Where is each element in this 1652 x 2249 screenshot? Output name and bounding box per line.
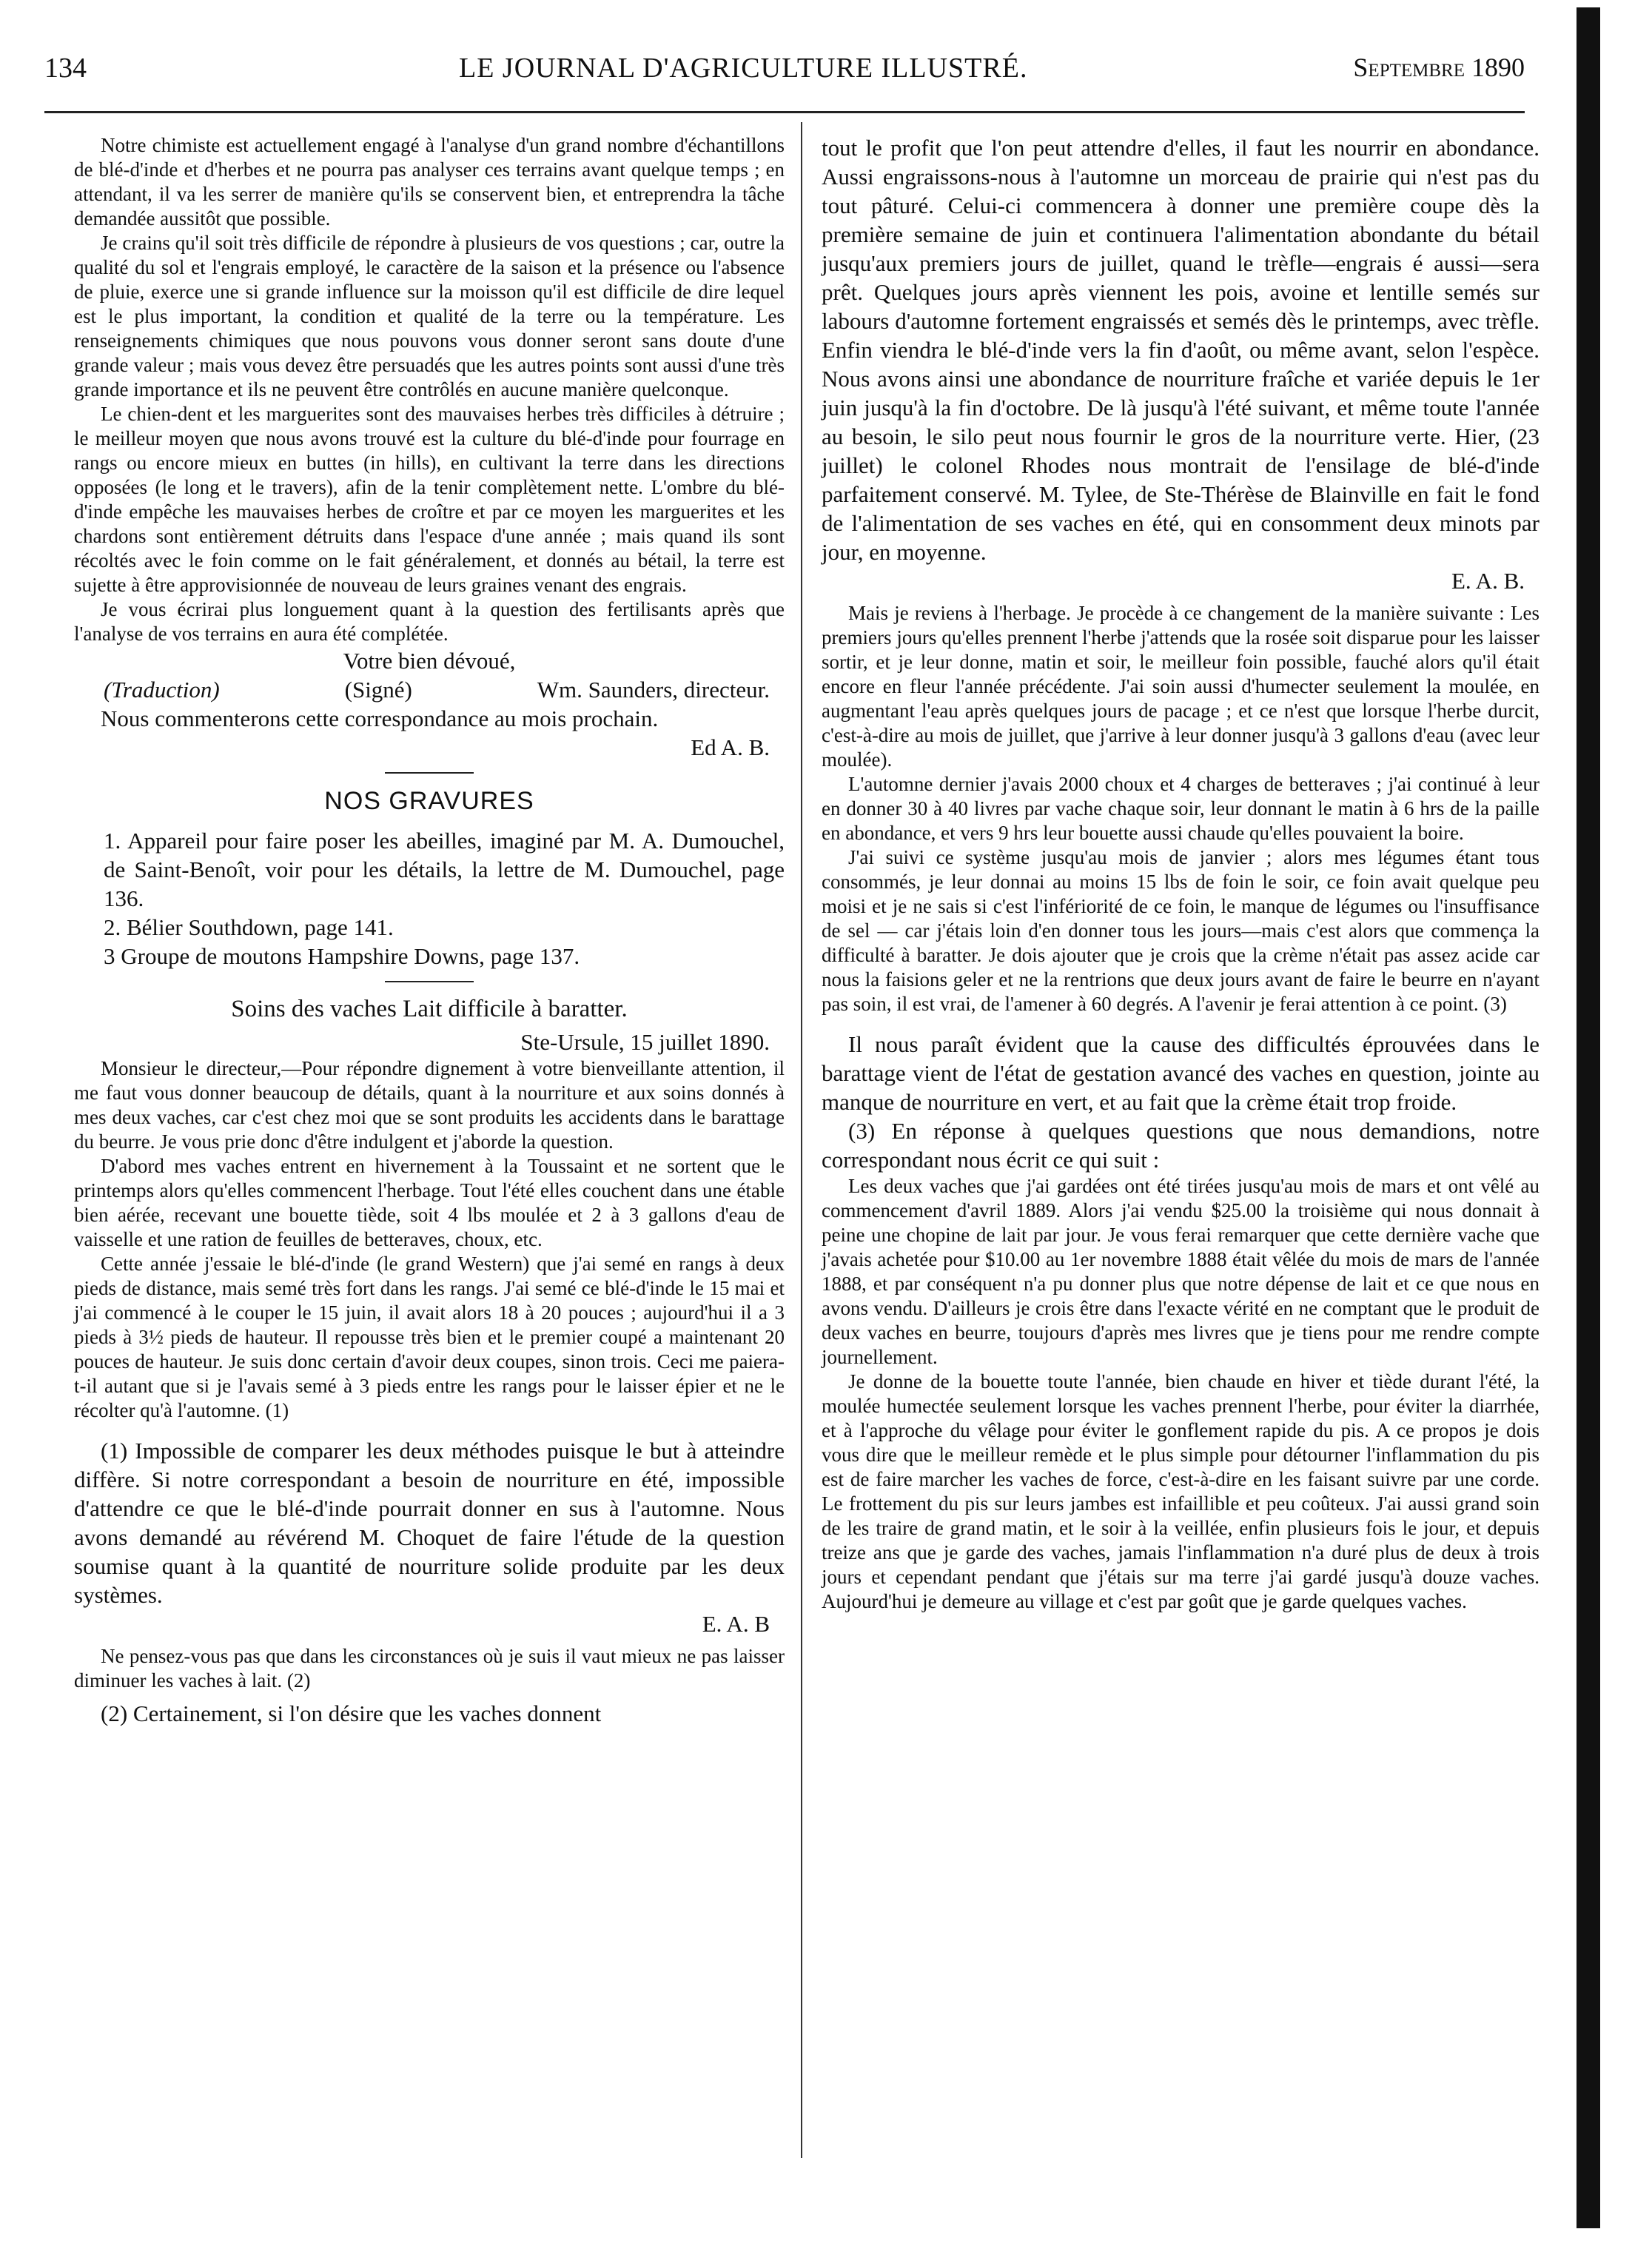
paragraph: J'ai suivi ce système jusqu'au mois de janvier ; alors mes légumes étant tous consommés, je leur donnai au moins 15 lbs de foin le soir, ce foin avait quelque peu moisi et je ne sais si c'est l'infériorité de ce foin, le manque de légumes ou l'insuffisance de sel — car j'étais loin d'en donner tous les jours—mais c'est alors que commença la difficulté à baratter. Je dois ajouter que je crois que la crème n'était pas assez acide car nous la faisions geler et ne la rentrions que deux jours avant de faire le beurre en n'ayant pas soin, il est vrai, de l'amener à 60 degrés. A l'avenir je ferai attention à ce point. (3) <box>822 846 1539 1015</box>
list-item: 3 Groupe de moutons Hampshire Downs, page 137. <box>104 943 580 969</box>
signature-line <box>74 675 785 704</box>
paragraph: D'abord mes vaches entrent en hivernement à la Toussaint et ne sortent que le printemps alors qu'elles commencent l'herbage. Tout l'été elles couchent dans une étable bien aérée, recevant une bouette tiède, soit 4 lbs moulée et 2 à 3 gallons d'eau de vaisselle et une ration de feuilles de betteraves, choux, etc. <box>74 1155 785 1250</box>
paragraph: Les deux vaches que j'ai gardées ont été tirées jusqu'au mois de mars et ont vêlé au commencement d'avril 1889. Alors j'ai vendu $25.00 la troisième qui nous donnait à peine une chopine de lait par jour. Je vous ferai remarquer que cette dernière vache que j'avais achetée pour $10.00 au 1er novembre 1888 était vêlée du mois de mars de l'année 1888, et par conséquent n'a pu donner plus que notre dépense de lait et ce que nous en avons vendu. D'ailleurs je crois être dans l'exacte vérité en ne comptant que le produit de deux vaches en beurre, toujours d'après mes livres que je tiens pour me rendre compte journellement. <box>822 1175 1539 1368</box>
paragraph: Monsieur le directeur,—Pour répondre dignement à votre bienveillante attention, il me faut vous donner beaucoup de détails, quant à la nourriture et aux soins donnés à mes deux vaches, car c'est chez moi que se sont produits les accidents dans le barattage du beurre. Je vous prie donc d'être indulgent et j'aborde la question. <box>74 1057 785 1153</box>
page-header <box>44 52 1525 96</box>
scan-edge-bar <box>1577 7 1600 2228</box>
footnote: (2) Certainement, si l'on désire que les vaches donnent <box>101 1700 602 1726</box>
paragraph: Je donne de la bouette toute l'année, bien chaude en hiver et tiède durant l'été, la moulée humectée seulement lorsque les vaches prennent l'herbe, pour éviter la diarrhée, et à l'approche du vêlage pour éviter le gonflement rapide du pis. A ce propos je dois vous dire que le meilleur remède et le plus simple pour détourner l'inflammation du pis est de faire marcher les vaches de force, c'est-à-dire en les faisant suivre par une corde. Le frottement du pis sur leurs jambes est infaillible et peu coûteux. J'ai aussi grand soin de les traire de grand matin, et le soir à la veillée, enfin plusieurs fois le jour, et depuis treize ans que je garde des vaches, jamais l'inflammation n'a duré plus de deux à trois jours et cependant pendant que j'étais sur ma terre j'ai gardé jusqu'à douze vaches. Aujourd'hui je demeure au village et c'est par goût que je garde quelques vaches. <box>822 1370 1539 1612</box>
paragraph: Notre chimiste est actuellement engagé à l'analyse d'un grand nombre d'échantillons de blé-d'inde et d'herbes et ne pourra pas analyser ces terrains avant quelque temps ; en attendant, il va les serrer de manière qu'ils se conservent bien, et entreprendra la tâche demandée aussitôt que possible. <box>74 134 785 229</box>
footnote-signature: E. A. B. <box>1451 568 1525 594</box>
footnote-continuation: tout le profit que l'on peut attendre d'elles, il faut les nourrir en abondance. Aussi engraissons-nous à l'automne un morceau de prairie qui n'est pas du tout pâturé. Celui-ci commencera à donner une première coupe dès la première semaine de juin et continuera l'alimentation abondante du bétail jusqu'aux premiers jours de juillet, quand le trèfle—engrais é aussi—sera prêt. Quelques jours après viennent les pois, avoine et lentille semés sur labours d'automne fortement engraissés et semés dès le printemps, avec trèfle. Enfin viendra le blé-d'inde vers la fin d'août, ou même avant, selon l'espèce. Nous avons ainsi une abondance de nourriture fraîche et variée depuis le 1er juin jusqu'à la fin d'octobre. De là jusqu'à l'été suivant, et même toute l'année au besoin, le silo peut nous fournir le gros de la nourriture verte. Hier, (23 juillet) le colonel Rhodes nous montrait de l'ensilage de blé-d'inde parfaitement conservé. M. Tylee, de Ste-Thérèse de Blainville en fait le fond de l'alimentation de ses vaches en été, qui en consomment deux minots par jour, en moyenne. <box>822 135 1539 565</box>
article-title: Soins des vaches Lait difficile à baratter. <box>231 996 628 1022</box>
paragraph: Mais je reviens à l'herbage. Je procède à ce changement de la manière suivante : Les premiers jours qu'elles prennent l'herbe j'attends que la rosée soit disparue pour les laisser sortir, et je leur donne, matin et soir, le meilleur foin possible, fauché alors qu'il était encore en fleur l'année précédente. J'ai soin aussi d'humecter seulement la moulée, en augmentant l'eau après quelques jours de pacage ; et ce n'est que lorsque l'herbe durcit, c'est-à-dire au mois de juillet, que j'arrive à leur donner jusqu'à 3 gallons d'eau (avec leur moulée). <box>822 602 1539 771</box>
footnote-signature: E. A. B <box>702 1611 770 1637</box>
page-number: 134 <box>44 53 87 84</box>
header-rule <box>44 111 1525 113</box>
article-dateline: Ste-Ursule, 15 juillet 1890. <box>520 1029 770 1055</box>
paragraph: Je vous écrirai plus longuement quant à la question des fertilisants après que l'analyse de vos terrains en aura été complétée. <box>74 598 785 645</box>
left-column <box>74 133 785 1728</box>
signature-name: Wm. Saunders, directeur. <box>537 677 770 703</box>
paragraph: Il nous paraît évident que la cause des difficultés éprouvées dans le barattage vient de l'état de gestation avancé des vaches en question, jointe au manque de nourriture en vert, et au fait que la crème était trop froide. <box>822 1031 1539 1115</box>
paragraph: Cette année j'essaie le blé-d'inde (le grand Western) que j'ai semé en rangs à deux pieds de distance, mais semé très fort dans les rangs. J'ai semé ce blé-d'inde le 15 mai et j'ai commencé à le couper le 15 juin, il avait alors 18 à 20 pouces ; aujourd'hui il a 3 pieds à 3½ pieds de hauteur. Il repousse très bien et le premier coupé a maintenant 20 pouces de hauteur. Je suis donc certain d'avoir deux coupes, sinon trois. Ceci me paiera-t-il autant que si je l'avais semé à 3 pieds entre les rangs pour le laisser épier et ne le récolter qu'à l'automne. (1) <box>74 1253 785 1421</box>
section-rule <box>385 981 474 982</box>
right-column <box>822 133 1539 1614</box>
footnote: (3) En réponse à quelques questions que nous demandions, notre correspondant nous écrit ce qui suit : <box>822 1118 1539 1173</box>
journal-title: LE JOURNAL D'AGRICULTURE ILLUSTRÉ. <box>459 53 1028 84</box>
signature-signe: (Signé) <box>344 677 412 703</box>
paragraph: Nous commenterons cette correspondance au mois prochain. <box>101 705 659 731</box>
footnote: (1) Impossible de comparer les deux méthodes puisque le but à atteindre diffère. Si notre correspondant a besoin de nourriture en été, impossible d'attendre ce que le blé-d'inde pourrait donner en sus à l'automne. Nous avons demandé au révérend M. Choquet de faire l'étude de la question soumise quant à la quantité de nourriture solide produite par les deux systèmes. <box>74 1438 785 1608</box>
list-item: 1. Appareil pour faire poser les abeilles, imaginé par M. A. Dumouchel, de Saint-Benoît, voir pour les détails, la lettre de M. Dumouchel, page 136. <box>104 828 785 911</box>
list-item: 2. Bélier Southdown, page 141. <box>104 914 394 940</box>
column-divider <box>801 122 802 2158</box>
paragraph: Ne pensez-vous pas que dans les circonstances où je suis il vaut mieux ne pas laisser diminuer les vaches à lait. (2) <box>74 1645 785 1692</box>
editor-signature: Ed A. B. <box>691 734 770 760</box>
paragraph: Je crains qu'il soit très difficile de répondre à plusieurs de vos questions ; car, outre la qualité du sol et l'engrais employé, le caractère de la saison et la présence ou l'absence de pluie, exerce une si grande influence sur la moisson qu'il est difficile de dire lequel est le plus important, la condition et qualité de la terre ou la température. Les renseignements chimiques que nous pouvons vous donner seront sans doute d'une grande valeur ; mais vous devez être persuadés que les autres points sont aussi d'une très grande importance et ils ne peuvent être contrôlés en aucune manière quelconque. <box>74 232 785 400</box>
signature-traduction: (Traduction) <box>104 677 220 703</box>
paragraph: L'automne dernier j'avais 2000 choux et 4 charges de betteraves ; j'ai continué à leur en donner 30 à 40 livres par vache chaque soir, leur donnant le matin à 6 hrs de la paille en abondance, et vers 9 hrs leur bouette aussi chaude qu'elles pouvaient la boire. <box>822 773 1539 844</box>
letter-closing: Votre bien dévoué, <box>343 648 516 674</box>
section-heading: NOS GRAVURES <box>324 787 534 815</box>
section-rule <box>385 772 474 774</box>
paragraph: Le chien-dent et les marguerites sont des mauvaises herbes très difficiles à détruire ; le meilleur moyen que nous avons trouvé est la culture du blé-d'inde pour fourrage en rangs ou encore mieux en buttes (in hills), en cultivant la terre dans les directions opposées (le long et le travers), afin de la tenir complètement nette. L'ombre du blé-d'inde empêche les mauvaises herbes de croître et par ce moyen les marguerites et les chardons sont entièrement détruits dans l'espace d'une année ; mais quand ils sont récoltés avec le foin comme on le fait généralement, et donnés au bétail, la terre est sujette à être approvisionnée de nouveau de leurs graines venant des engrais. <box>74 403 785 596</box>
issue-date: Septembre 1890 <box>1353 53 1525 82</box>
